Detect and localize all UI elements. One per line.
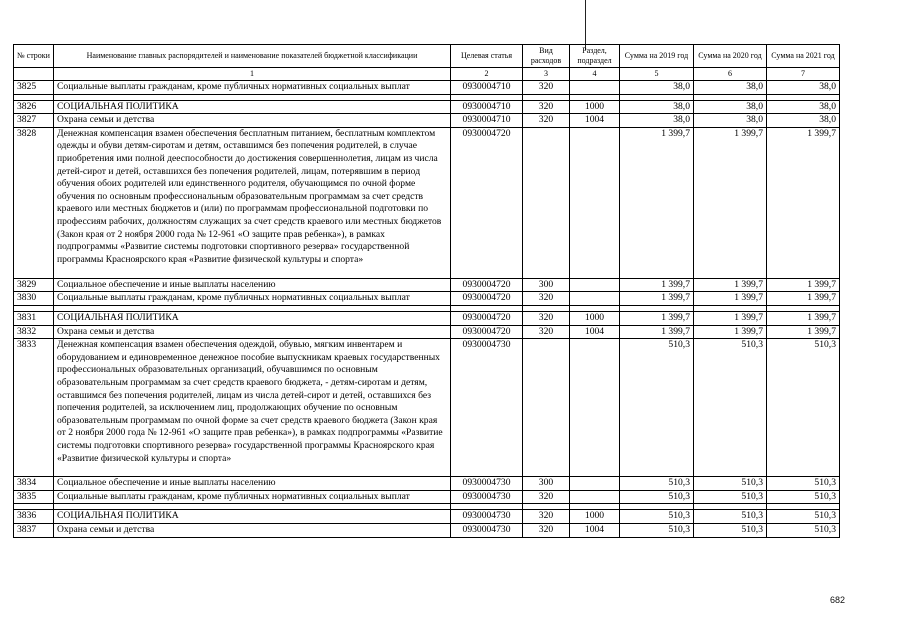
column-number: 1 bbox=[54, 68, 451, 81]
row-sum-2020: 1 399,7 bbox=[694, 311, 767, 325]
row-sum-2019: 38,0 bbox=[620, 100, 694, 114]
row-number: 3837 bbox=[14, 523, 54, 537]
row-sum-2019: 1 399,7 bbox=[620, 292, 694, 306]
row-section: 1000 bbox=[570, 510, 620, 524]
row-section: 1000 bbox=[570, 100, 620, 114]
header-sum-2019: Сумма на 2019 год bbox=[620, 45, 694, 68]
row-sum-2020: 510,3 bbox=[694, 523, 767, 537]
row-number: 3835 bbox=[14, 490, 54, 504]
column-number bbox=[14, 68, 54, 81]
row-expense-type: 320 bbox=[523, 292, 570, 306]
header-sum-2020: Сумма на 2020 год bbox=[694, 45, 767, 68]
header-expense-type: Вид расходов bbox=[523, 45, 570, 68]
header-row bbox=[14, 45, 840, 68]
row-section bbox=[570, 490, 620, 504]
header-row-number: № строки bbox=[14, 45, 54, 68]
table-row bbox=[14, 114, 840, 128]
column-number: 5 bbox=[620, 68, 694, 81]
row-name: Социальное обеспечение и иные выплаты населению bbox=[54, 278, 451, 292]
column-number: 2 bbox=[451, 68, 523, 81]
row-expense-type: 320 bbox=[523, 81, 570, 95]
row-expense-type bbox=[523, 339, 570, 477]
row-section: 1004 bbox=[570, 114, 620, 128]
row-sum-2021: 1 399,7 bbox=[767, 127, 840, 278]
row-name: Социальные выплаты гражданам, кроме публичных нормативных социальных выплат bbox=[54, 81, 451, 95]
row-sum-2019: 510,3 bbox=[620, 477, 694, 491]
row-expense-type: 320 bbox=[523, 311, 570, 325]
row-target-article: 0930004730 bbox=[451, 510, 523, 524]
row-sum-2021: 38,0 bbox=[767, 81, 840, 95]
row-expense-type: 300 bbox=[523, 278, 570, 292]
row-target-article: 0930004720 bbox=[451, 311, 523, 325]
row-number: 3831 bbox=[14, 311, 54, 325]
row-sum-2020: 510,3 bbox=[694, 510, 767, 524]
table-row bbox=[14, 339, 840, 477]
row-target-article: 0930004720 bbox=[451, 127, 523, 278]
row-section bbox=[570, 477, 620, 491]
header-section: Раздел, подраздел bbox=[570, 45, 620, 68]
row-sum-2020: 1 399,7 bbox=[694, 325, 767, 339]
table-row bbox=[14, 292, 840, 306]
row-target-article: 0930004730 bbox=[451, 339, 523, 477]
table-row bbox=[14, 523, 840, 537]
row-number: 3834 bbox=[14, 477, 54, 491]
row-expense-type: 320 bbox=[523, 114, 570, 128]
row-target-article: 0930004730 bbox=[451, 523, 523, 537]
row-sum-2020: 1 399,7 bbox=[694, 127, 767, 278]
row-sum-2021: 510,3 bbox=[767, 523, 840, 537]
column-number: 7 bbox=[767, 68, 840, 81]
row-sum-2021: 1 399,7 bbox=[767, 278, 840, 292]
row-sum-2019: 1 399,7 bbox=[620, 278, 694, 292]
row-number: 3833 bbox=[14, 339, 54, 477]
row-sum-2021: 510,3 bbox=[767, 339, 840, 477]
row-sum-2021: 510,3 bbox=[767, 510, 840, 524]
row-expense-type: 320 bbox=[523, 510, 570, 524]
row-target-article: 0930004730 bbox=[451, 490, 523, 504]
row-name: СОЦИАЛЬНАЯ ПОЛИТИКА bbox=[54, 100, 451, 114]
table-row bbox=[14, 490, 840, 504]
row-sum-2020: 1 399,7 bbox=[694, 292, 767, 306]
row-sum-2021: 1 399,7 bbox=[767, 325, 840, 339]
row-expense-type: 300 bbox=[523, 477, 570, 491]
row-sum-2019: 38,0 bbox=[620, 81, 694, 95]
row-expense-type bbox=[523, 127, 570, 278]
row-expense-type: 320 bbox=[523, 325, 570, 339]
table-row bbox=[14, 81, 840, 95]
row-expense-type: 320 bbox=[523, 490, 570, 504]
header-target-article: Целевая статья bbox=[451, 45, 523, 68]
row-sum-2019: 1 399,7 bbox=[620, 325, 694, 339]
row-sum-2021: 510,3 bbox=[767, 477, 840, 491]
row-section bbox=[570, 127, 620, 278]
row-name: Денежная компенсация взамен обеспечения одеждой, обувью, мягким инвентарем и оборудованием и единовременное денежное пособие выпускникам краевых государственных профессиональных образовательных организаций, обучавшимся по основным образовательным программам за счет средств краевого бюджета, - детям-сиротам и детям, оставшимся без попечения родителей, лицам из числа детей-сирот и детей, оставшихся без попечения родителей, за исключением лиц, продолжающих обучение по основным образовательным программам по очной форме за счет средств краевого бюджета (Закон края от 2 ноября 2000 года № 12-961 «О защите прав ребенка»), в рамках подпрограммы «Развитие системы подготовки спортивного резерва» государственной программы Красноярского края «Развитие физической культуры и спорта» bbox=[54, 339, 451, 477]
table-row bbox=[14, 325, 840, 339]
row-target-article: 0930004710 bbox=[451, 81, 523, 95]
row-sum-2021: 1 399,7 bbox=[767, 292, 840, 306]
row-sum-2020: 510,3 bbox=[694, 477, 767, 491]
row-name: Социальные выплаты гражданам, кроме публичных нормативных социальных выплат bbox=[54, 292, 451, 306]
row-target-article: 0930004720 bbox=[451, 278, 523, 292]
row-sum-2021: 38,0 bbox=[767, 100, 840, 114]
row-section: 1004 bbox=[570, 325, 620, 339]
row-sum-2020: 38,0 bbox=[694, 100, 767, 114]
row-number: 3830 bbox=[14, 292, 54, 306]
table-row bbox=[14, 278, 840, 292]
row-number: 3827 bbox=[14, 114, 54, 128]
row-section bbox=[570, 278, 620, 292]
column-number: 3 bbox=[523, 68, 570, 81]
row-number: 3829 bbox=[14, 278, 54, 292]
row-target-article: 0930004710 bbox=[451, 100, 523, 114]
row-sum-2019: 510,3 bbox=[620, 490, 694, 504]
row-number: 3836 bbox=[14, 510, 54, 524]
row-sum-2021: 1 399,7 bbox=[767, 311, 840, 325]
row-target-article: 0930004710 bbox=[451, 114, 523, 128]
row-sum-2021: 510,3 bbox=[767, 490, 840, 504]
row-name: Социальные выплаты гражданам, кроме публичных нормативных социальных выплат bbox=[54, 490, 451, 504]
row-section: 1004 bbox=[570, 523, 620, 537]
row-number: 3826 bbox=[14, 100, 54, 114]
row-section: 1000 bbox=[570, 311, 620, 325]
row-section bbox=[570, 339, 620, 477]
budget-table bbox=[13, 44, 840, 538]
row-sum-2019: 510,3 bbox=[620, 339, 694, 477]
row-name: Денежная компенсация взамен обеспечения бесплатным питанием, бесплатным комплектом одежды и обуви детям-сиротам и детям, оставшимся без попечения родителей, в случае приобретения ими полной дееспособности до достижения совершеннолетия, лицам из числа детей-сирот и детей, оставшихся без попечения родителей, лицам, потерявшим в период обучения обоих родителей или единственного родителя, обучающимся по очной форме обучения по основным профессиональным образовательным программам за счет средств краевого или местных бюджетов и (или) по программам профессиональной подготовки по профессиям рабочих, должностям служащих за счет средств краевого или местных бюджетов (Закон края от 2 ноября 2000 года № 12-961 «О защите прав ребенка»), в рамках подпрограммы «Развитие системы подготовки спортивного резерва» государственной программы Красноярского края «Развитие физической культуры и спорта» bbox=[54, 127, 451, 278]
row-name: Охрана семьи и детства bbox=[54, 325, 451, 339]
row-sum-2019: 510,3 bbox=[620, 523, 694, 537]
row-expense-type: 320 bbox=[523, 523, 570, 537]
row-sum-2021: 38,0 bbox=[767, 114, 840, 128]
row-sum-2020: 510,3 bbox=[694, 490, 767, 504]
row-sum-2020: 1 399,7 bbox=[694, 278, 767, 292]
table-row bbox=[14, 100, 840, 114]
row-sum-2019: 1 399,7 bbox=[620, 127, 694, 278]
column-number: 4 bbox=[570, 68, 620, 81]
row-sum-2019: 510,3 bbox=[620, 510, 694, 524]
row-name: Социальное обеспечение и иные выплаты населению bbox=[54, 477, 451, 491]
row-name: Охрана семьи и детства bbox=[54, 523, 451, 537]
row-number: 3825 bbox=[14, 81, 54, 95]
column-number: 6 bbox=[694, 68, 767, 81]
row-target-article: 0930004720 bbox=[451, 292, 523, 306]
row-number: 3832 bbox=[14, 325, 54, 339]
row-name: Охрана семьи и детства bbox=[54, 114, 451, 128]
header-sum-2021: Сумма на 2021 год bbox=[767, 45, 840, 68]
table-row bbox=[14, 510, 840, 524]
row-target-article: 0930004730 bbox=[451, 477, 523, 491]
row-expense-type: 320 bbox=[523, 100, 570, 114]
row-name: СОЦИАЛЬНАЯ ПОЛИТИКА bbox=[54, 311, 451, 325]
column-numbering-row bbox=[14, 68, 840, 81]
row-sum-2020: 38,0 bbox=[694, 81, 767, 95]
row-target-article: 0930004720 bbox=[451, 325, 523, 339]
row-sum-2020: 510,3 bbox=[694, 339, 767, 477]
table-row bbox=[14, 311, 840, 325]
row-sum-2020: 38,0 bbox=[694, 114, 767, 128]
row-sum-2019: 1 399,7 bbox=[620, 311, 694, 325]
row-number: 3828 bbox=[14, 127, 54, 278]
scan-artifact-line bbox=[585, 0, 586, 50]
row-section bbox=[570, 81, 620, 95]
table-row bbox=[14, 127, 840, 278]
table-row bbox=[14, 477, 840, 491]
row-section bbox=[570, 292, 620, 306]
row-name: СОЦИАЛЬНАЯ ПОЛИТИКА bbox=[54, 510, 451, 524]
header-name: Наименование главных распорядителей и наименование показателей бюджетной классификации bbox=[54, 45, 451, 68]
page-number: 682 bbox=[830, 595, 846, 605]
row-sum-2019: 38,0 bbox=[620, 114, 694, 128]
